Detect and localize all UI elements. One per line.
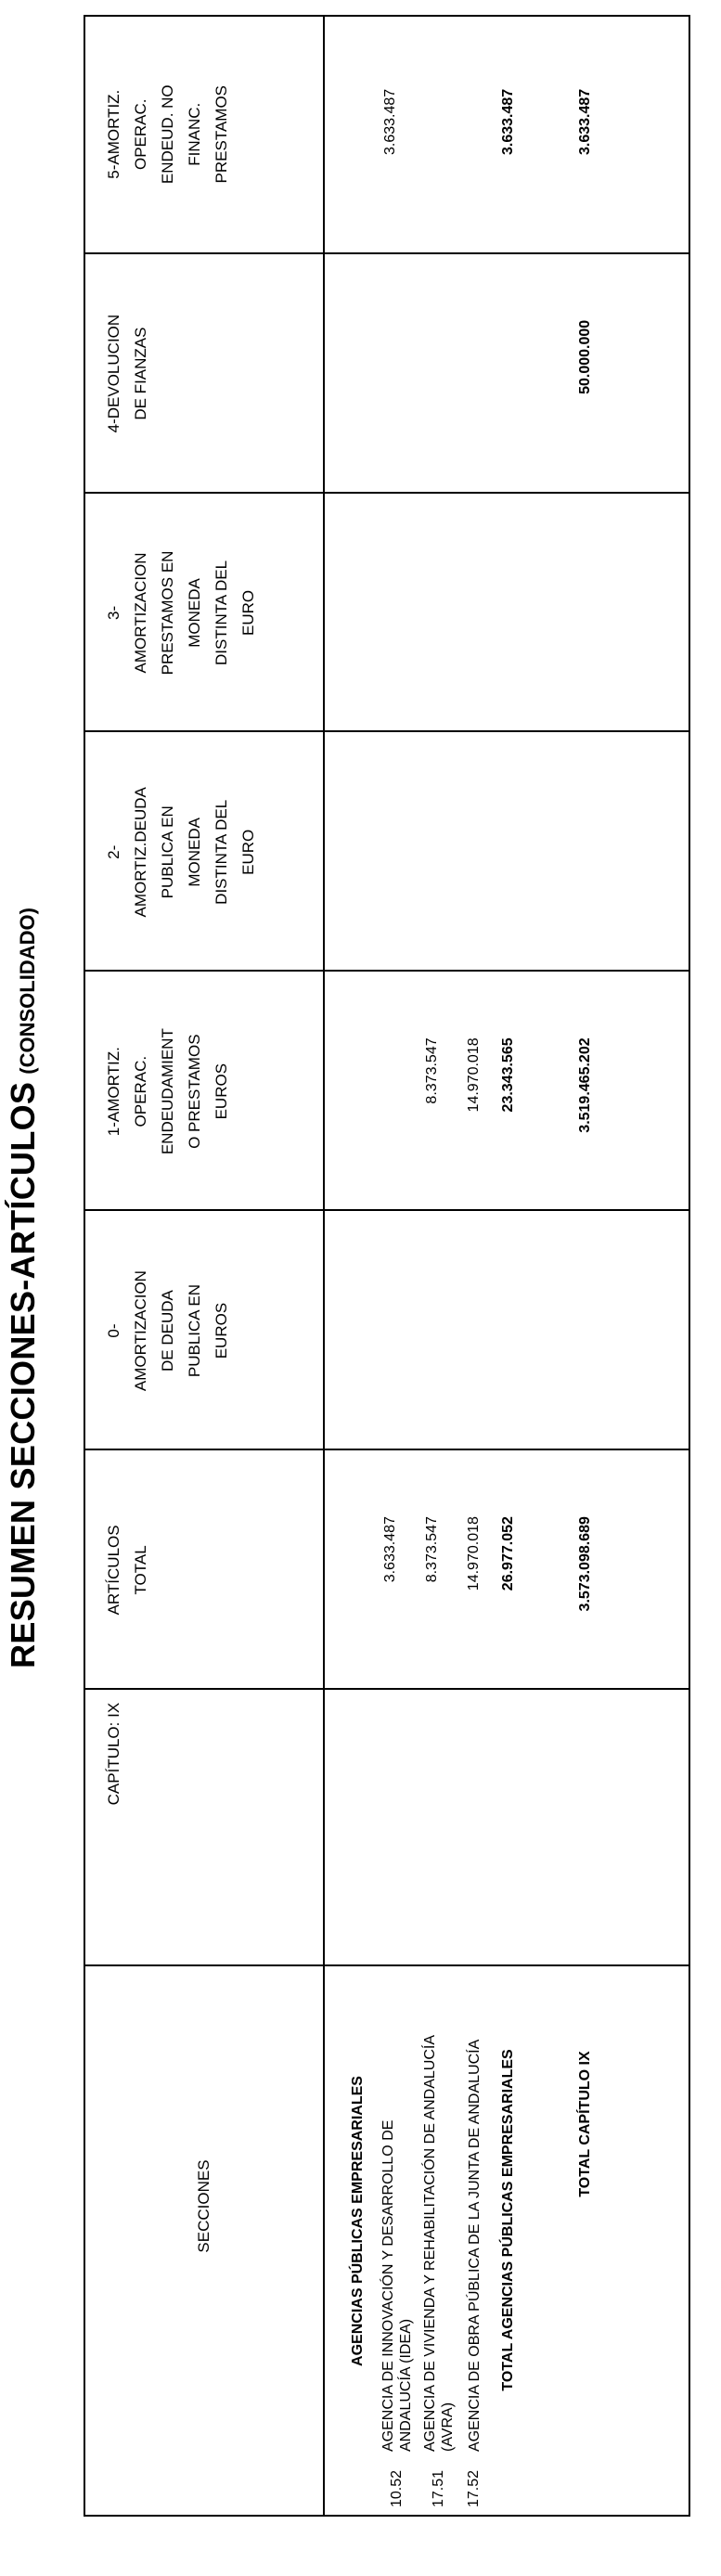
group-title: AGENCIAS PÚBLICAS EMPRESARIALES — [350, 2076, 366, 2366]
row-c1: 14.970.018 — [466, 1037, 482, 1113]
header-col-5: 5-AMORTIZ. OPERAC. ENDEUD. NO FINANC. PRESTAMOS — [105, 84, 230, 185]
header-col-total: ARTÍCULOS TOTAL — [105, 1525, 149, 1616]
summary-table — [84, 15, 690, 2517]
page-title — [4, 0, 69, 2576]
header-col-3: 3- AMORTIZACION PRESTAMOS EN MONEDA DISTINTA DEL EURO — [105, 550, 257, 676]
title-sub: (CONSOLIDADO) — [16, 908, 39, 1075]
row-c5: 3.633.487 — [382, 88, 398, 156]
header-col-0: 0- AMORTIZACION DE DEUDA PUBLICA EN EUROS — [105, 1270, 230, 1392]
header-col-4: 4-DEVOLUCION DE FIANZAS — [105, 314, 149, 433]
grand-total-c5: 3.633.487 — [577, 88, 593, 156]
subtotal-total: 26.977.052 — [500, 1516, 516, 1591]
header-capitulo: CAPÍTULO: IX — [105, 1702, 122, 1806]
grand-total-c1: 3.519.465.202 — [577, 1037, 593, 1133]
grand-total-c4: 50.000.000 — [577, 319, 593, 394]
subtotal-c1: 23.343.565 — [500, 1037, 516, 1113]
grand-total-total: 3.573.098.689 — [577, 1516, 593, 1612]
header-divider — [323, 17, 325, 2515]
row-name: AGENCIA DE VIVIENDA Y REHABILITACIÓN DE ANDALUCÍA (AVRA) — [422, 2034, 456, 2452]
row-code: 17.51 — [431, 2469, 446, 2507]
row-code: 10.52 — [389, 2469, 405, 2507]
title-main: RESUMEN SECCIONES-ARTÍCULOS — [4, 1081, 42, 1668]
header-col-2: 2- AMORTIZ.DEUDA PUBLICA EN MONEDA DISTINTA DEL EURO — [105, 787, 257, 918]
header-col-1: 1-AMORTIZ. OPERAC. ENDEUDAMIENT O PRESTAMOS EUROS — [105, 1028, 230, 1155]
row-total: 3.633.487 — [382, 1516, 398, 1583]
row-code: 17.52 — [466, 2469, 482, 2507]
row-total: 8.373.547 — [424, 1516, 440, 1583]
grand-total-label: TOTAL CAPÍTULO IX — [577, 2051, 593, 2197]
row-c1: 8.373.547 — [424, 1037, 440, 1104]
subtotal-c5: 3.633.487 — [500, 88, 516, 156]
row-total: 14.970.018 — [466, 1516, 482, 1591]
row-name: AGENCIA DE OBRA PÚBLICA DE LA JUNTA DE ANDALUCÍA — [467, 2039, 483, 2452]
header-secciones: SECCIONES — [195, 2159, 212, 2253]
row-name: AGENCIA DE INNOVACIÓN Y DESARROLLO DE ANDALUCÍA (IDEA) — [380, 2119, 414, 2452]
subtotal-label: TOTAL AGENCIAS PÚBLICAS EMPRESARIALES — [500, 2049, 516, 2391]
